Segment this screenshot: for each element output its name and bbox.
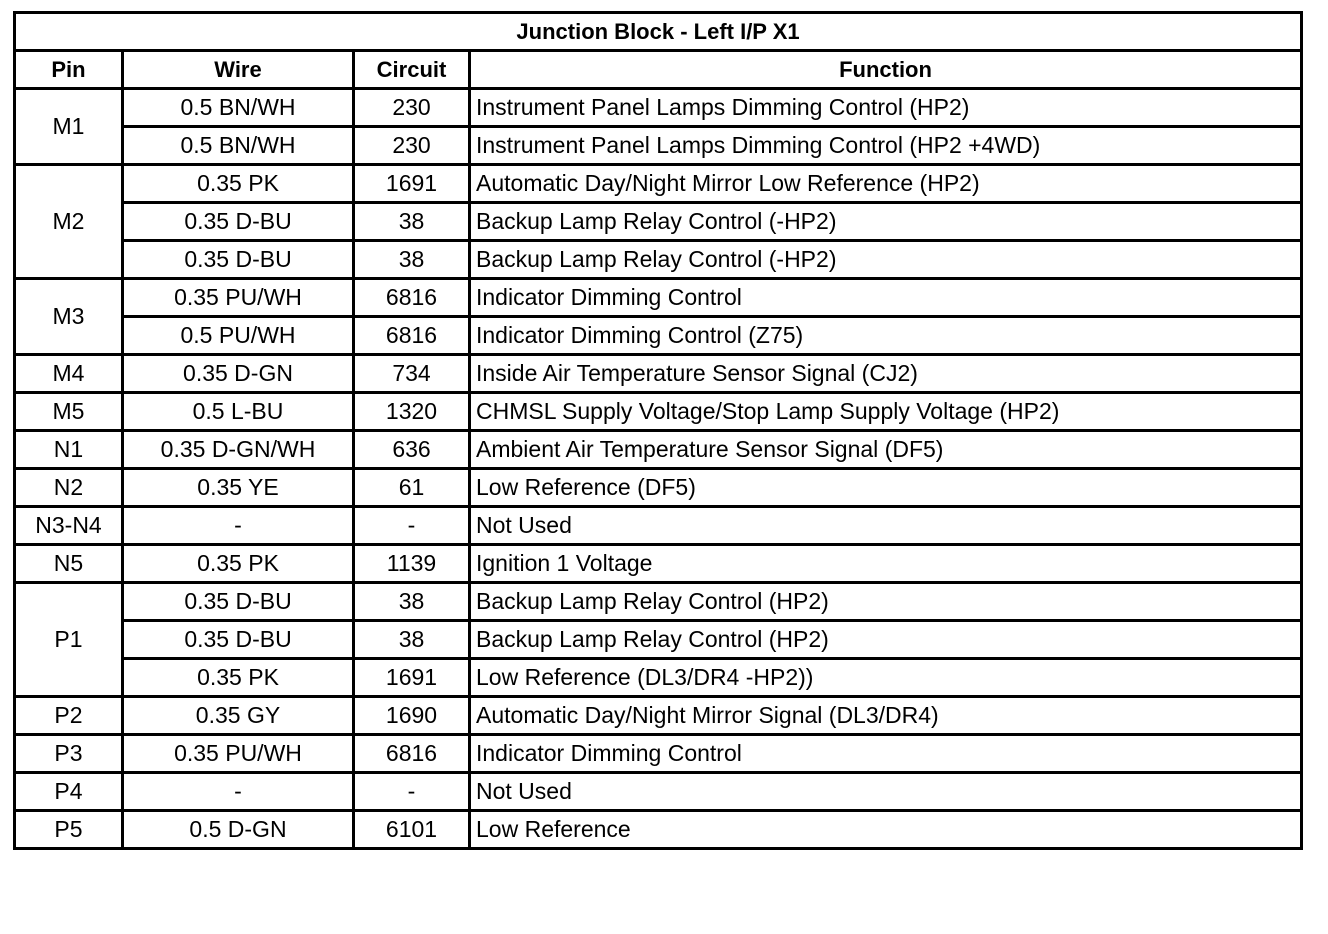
table-row [15,469,1302,507]
wire-cell: 0.35 D-BU [123,203,354,241]
header-row [15,51,1302,89]
circuit-cell: - [354,773,470,811]
wire-cell: 0.35 D-GN [123,355,354,393]
pin-cell: P4 [15,773,123,811]
table-row [15,279,1302,317]
pin-cell: P2 [15,697,123,735]
function-cell: Backup Lamp Relay Control (HP2) [470,583,1302,621]
pinout-table [13,11,1303,850]
wire-cell: 0.5 D-GN [123,811,354,849]
header-pin: Pin [15,51,123,89]
table-row [15,583,1302,621]
table-row [15,773,1302,811]
function-cell: Automatic Day/Night Mirror Signal (DL3/DR4) [470,697,1302,735]
header-function: Function [470,51,1302,89]
table-body [15,89,1302,849]
circuit-cell: 230 [354,127,470,165]
wire-cell: - [123,773,354,811]
table-row [15,621,1302,659]
table-row [15,165,1302,203]
function-cell: Backup Lamp Relay Control (-HP2) [470,203,1302,241]
wire-cell: 0.5 BN/WH [123,89,354,127]
circuit-cell: - [354,507,470,545]
function-cell: Indicator Dimming Control [470,735,1302,773]
table-row [15,393,1302,431]
circuit-cell: 1139 [354,545,470,583]
circuit-cell: 38 [354,621,470,659]
wire-cell: 0.35 D-GN/WH [123,431,354,469]
table-row [15,811,1302,849]
function-cell: Indicator Dimming Control [470,279,1302,317]
function-cell: Ignition 1 Voltage [470,545,1302,583]
circuit-cell: 38 [354,583,470,621]
wire-cell: 0.35 PU/WH [123,735,354,773]
wire-cell: 0.5 PU/WH [123,317,354,355]
pin-cell: M1 [15,89,123,165]
table-row [15,697,1302,735]
function-cell: Automatic Day/Night Mirror Low Reference (HP2) [470,165,1302,203]
circuit-cell: 1320 [354,393,470,431]
circuit-cell: 6816 [354,317,470,355]
function-cell: Backup Lamp Relay Control (HP2) [470,621,1302,659]
pin-cell: N2 [15,469,123,507]
pin-cell: P3 [15,735,123,773]
circuit-cell: 1691 [354,165,470,203]
table-row [15,431,1302,469]
table-row [15,355,1302,393]
title-row [15,13,1302,51]
circuit-cell: 6101 [354,811,470,849]
wire-cell: 0.35 PU/WH [123,279,354,317]
wire-cell: 0.5 BN/WH [123,127,354,165]
wire-cell: 0.5 L-BU [123,393,354,431]
table-title: Junction Block - Left I/P X1 [15,13,1302,51]
circuit-cell: 636 [354,431,470,469]
pin-cell: N1 [15,431,123,469]
wire-cell: 0.35 GY [123,697,354,735]
function-cell: Backup Lamp Relay Control (-HP2) [470,241,1302,279]
table-row [15,317,1302,355]
function-cell: Low Reference (DF5) [470,469,1302,507]
wire-cell: 0.35 D-BU [123,583,354,621]
circuit-cell: 6816 [354,735,470,773]
function-cell: Ambient Air Temperature Sensor Signal (DF5) [470,431,1302,469]
function-cell: Low Reference [470,811,1302,849]
pin-cell: M4 [15,355,123,393]
function-cell: CHMSL Supply Voltage/Stop Lamp Supply Voltage (HP2) [470,393,1302,431]
function-cell: Instrument Panel Lamps Dimming Control (HP2 +4WD) [470,127,1302,165]
function-cell: Inside Air Temperature Sensor Signal (CJ2) [470,355,1302,393]
function-cell: Instrument Panel Lamps Dimming Control (HP2) [470,89,1302,127]
table-row [15,659,1302,697]
header-wire: Wire [123,51,354,89]
function-cell: Indicator Dimming Control (Z75) [470,317,1302,355]
wire-cell: 0.35 D-BU [123,621,354,659]
function-cell: Not Used [470,773,1302,811]
pin-cell: P5 [15,811,123,849]
wire-cell: 0.35 D-BU [123,241,354,279]
header-circuit: Circuit [354,51,470,89]
wire-cell: - [123,507,354,545]
circuit-cell: 38 [354,203,470,241]
circuit-cell: 230 [354,89,470,127]
pin-cell: M5 [15,393,123,431]
circuit-cell: 6816 [354,279,470,317]
wire-cell: 0.35 PK [123,545,354,583]
circuit-cell: 1690 [354,697,470,735]
circuit-cell: 61 [354,469,470,507]
circuit-cell: 38 [354,241,470,279]
pin-cell: N3-N4 [15,507,123,545]
wire-cell: 0.35 PK [123,659,354,697]
table-row [15,735,1302,773]
table-row [15,545,1302,583]
circuit-cell: 1691 [354,659,470,697]
pin-cell: N5 [15,545,123,583]
table-row [15,127,1302,165]
function-cell: Not Used [470,507,1302,545]
table-row [15,203,1302,241]
table-row [15,241,1302,279]
pin-cell: M3 [15,279,123,355]
pinout-table-container [13,11,1300,850]
function-cell: Low Reference (DL3/DR4 -HP2)) [470,659,1302,697]
wire-cell: 0.35 PK [123,165,354,203]
table-row [15,507,1302,545]
pin-cell: P1 [15,583,123,697]
pin-cell: M2 [15,165,123,279]
table-row [15,89,1302,127]
wire-cell: 0.35 YE [123,469,354,507]
circuit-cell: 734 [354,355,470,393]
